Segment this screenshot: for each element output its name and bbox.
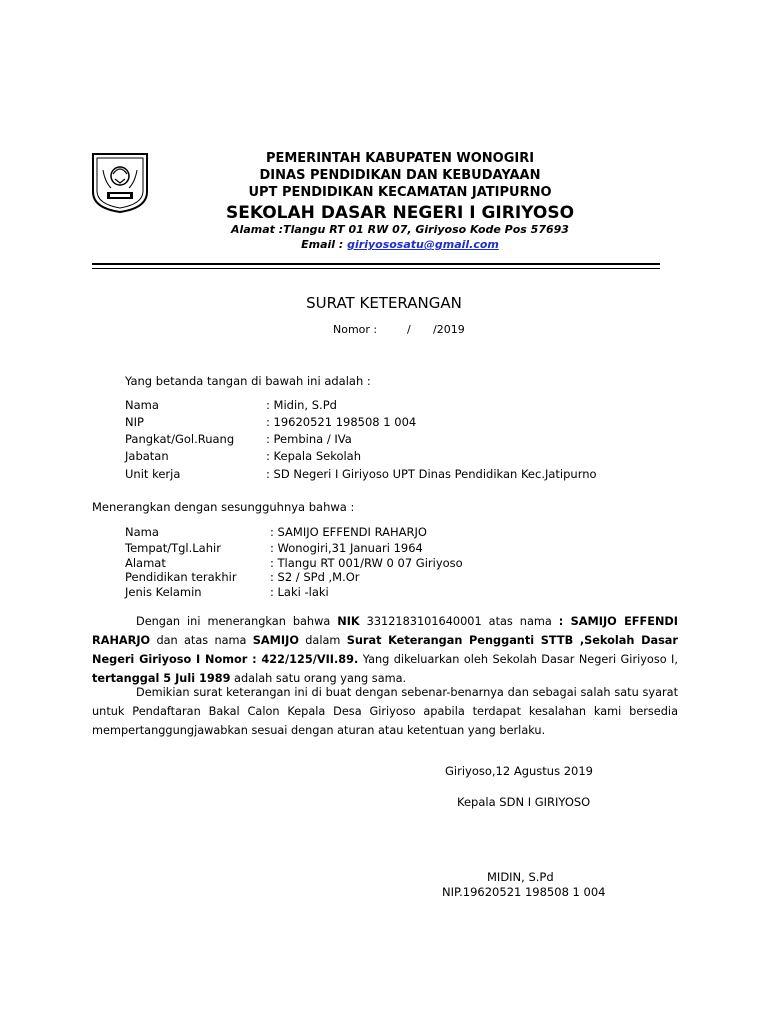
para1-text: dalam (298, 634, 347, 647)
signature-place-date: Giriyoso,12 Agustus 2019 (445, 764, 594, 778)
subject-label: Tempat/Tgl.Lahir (125, 541, 221, 555)
school-name: SEKOLAH DASAR NEGERI I GIRIYOSO (225, 203, 575, 223)
para1-text: Yang dikeluarkan oleh Sekolah Dasar Negeri Giriyoso I, (358, 653, 678, 666)
signer-value: : SD Negeri I Giriyoso UPT Dinas Pendidikan Kec.Jatipurno (266, 467, 597, 481)
email-link[interactable]: giriyososatu@gmail.com (347, 238, 499, 251)
signer-label: Unit kerja (125, 467, 181, 481)
letter-title: SURAT KETERANGAN (306, 294, 462, 312)
para1-text: adalah satu orang yang sama. (230, 672, 407, 685)
signature-name: MIDIN, S.Pd (487, 870, 554, 884)
subject-value: : Wonogiri,31 Januari 1964 (270, 541, 423, 555)
signer-label: Jabatan (125, 449, 169, 463)
para1-text: dan atas nama (150, 634, 253, 647)
subject-value: : Laki -laki (270, 585, 329, 599)
para1-text: 3312183101640001 atas nama (359, 615, 559, 628)
signer-label: Pangkat/Gol.Ruang (125, 432, 235, 446)
signature-position: Kepala SDN I GIRIYOSO (457, 795, 591, 809)
subject-label: Jenis Kelamin (125, 585, 202, 599)
signer-value: : Kepala Sekolah (266, 449, 362, 463)
header-line-1: PEMERINTAH KABUPATEN WONOGIRI (265, 151, 535, 166)
para1-bold: : SAMIJO EFFENDI RAHARJO (92, 615, 678, 647)
para1-bold: NIK (337, 615, 360, 628)
statement-text: Menerangkan dengan sesungguhnya bahwa : (92, 500, 355, 514)
subject-value: : S2 / SPd ,M.Or (270, 570, 360, 584)
para1-bold: Surat Keterangan Pengganti STTB ,Sekolah Dasar Negeri Giriyoso I Nomor : 422/125/VII.89. (92, 634, 678, 666)
para1-bold: tertanggal 5 Juli 1989 (92, 672, 231, 685)
signer-label: Nama (125, 398, 159, 412)
intro-text: Yang betanda tangan di bawah ini adalah : (125, 374, 371, 388)
signer-label: NIP (125, 415, 144, 429)
para1-bold: SAMIJO (252, 634, 299, 647)
paragraph-closing (92, 683, 678, 740)
para1-text: Dengan ini menerangkan bahwa (136, 615, 338, 628)
school-email-line (160, 238, 640, 251)
header-line-3: UPT PENDIDIKAN KECAMATAN JATIPURNO (248, 185, 552, 200)
header-line-2: DINAS PENDIDIKAN DAN KEBUDAYAAN (259, 168, 541, 183)
paragraph-identity (92, 612, 678, 688)
subject-value: : SAMIJO EFFENDI RAHARJO (270, 525, 427, 539)
nomor-year: /2019 (433, 323, 465, 336)
signer-value: : 19620521 198508 1 004 (266, 415, 417, 429)
signer-value: : Midin, S.Pd (266, 398, 337, 412)
header-rule-thin (92, 268, 660, 269)
signer-value: : Pembina / IVa (266, 432, 352, 446)
school-emblem-icon (91, 152, 149, 214)
subject-label: Alamat (125, 556, 166, 570)
para2-text: Demikian surat keterangan ini di buat dengan sebenar-benarnya dan sebagai salah satu syarat untuk Pendaftaran Bakal Calon Kepala Desa Giriyoso apabila terdapat kesalahan kami bersedia mempertanggungjawabkan sesuai dengan aturan atau ketentuan yang berlaku. (92, 686, 678, 737)
nomor-slash: / (407, 323, 411, 336)
header-rule-thick (92, 263, 660, 265)
school-address: Alamat :Tlangu RT 01 RW 07, Giriyoso Kode Pos 57693 (231, 223, 569, 236)
subject-label: Nama (125, 525, 159, 539)
subject-label: Pendidikan terakhir (125, 570, 237, 584)
email-label: Email : (301, 238, 348, 251)
signature-nip: NIP.19620521 198508 1 004 (442, 885, 606, 899)
subject-value: : Tlangu RT 001/RW 0 07 Giriyoso (270, 556, 463, 570)
nomor-label: Nomor : (333, 323, 378, 336)
